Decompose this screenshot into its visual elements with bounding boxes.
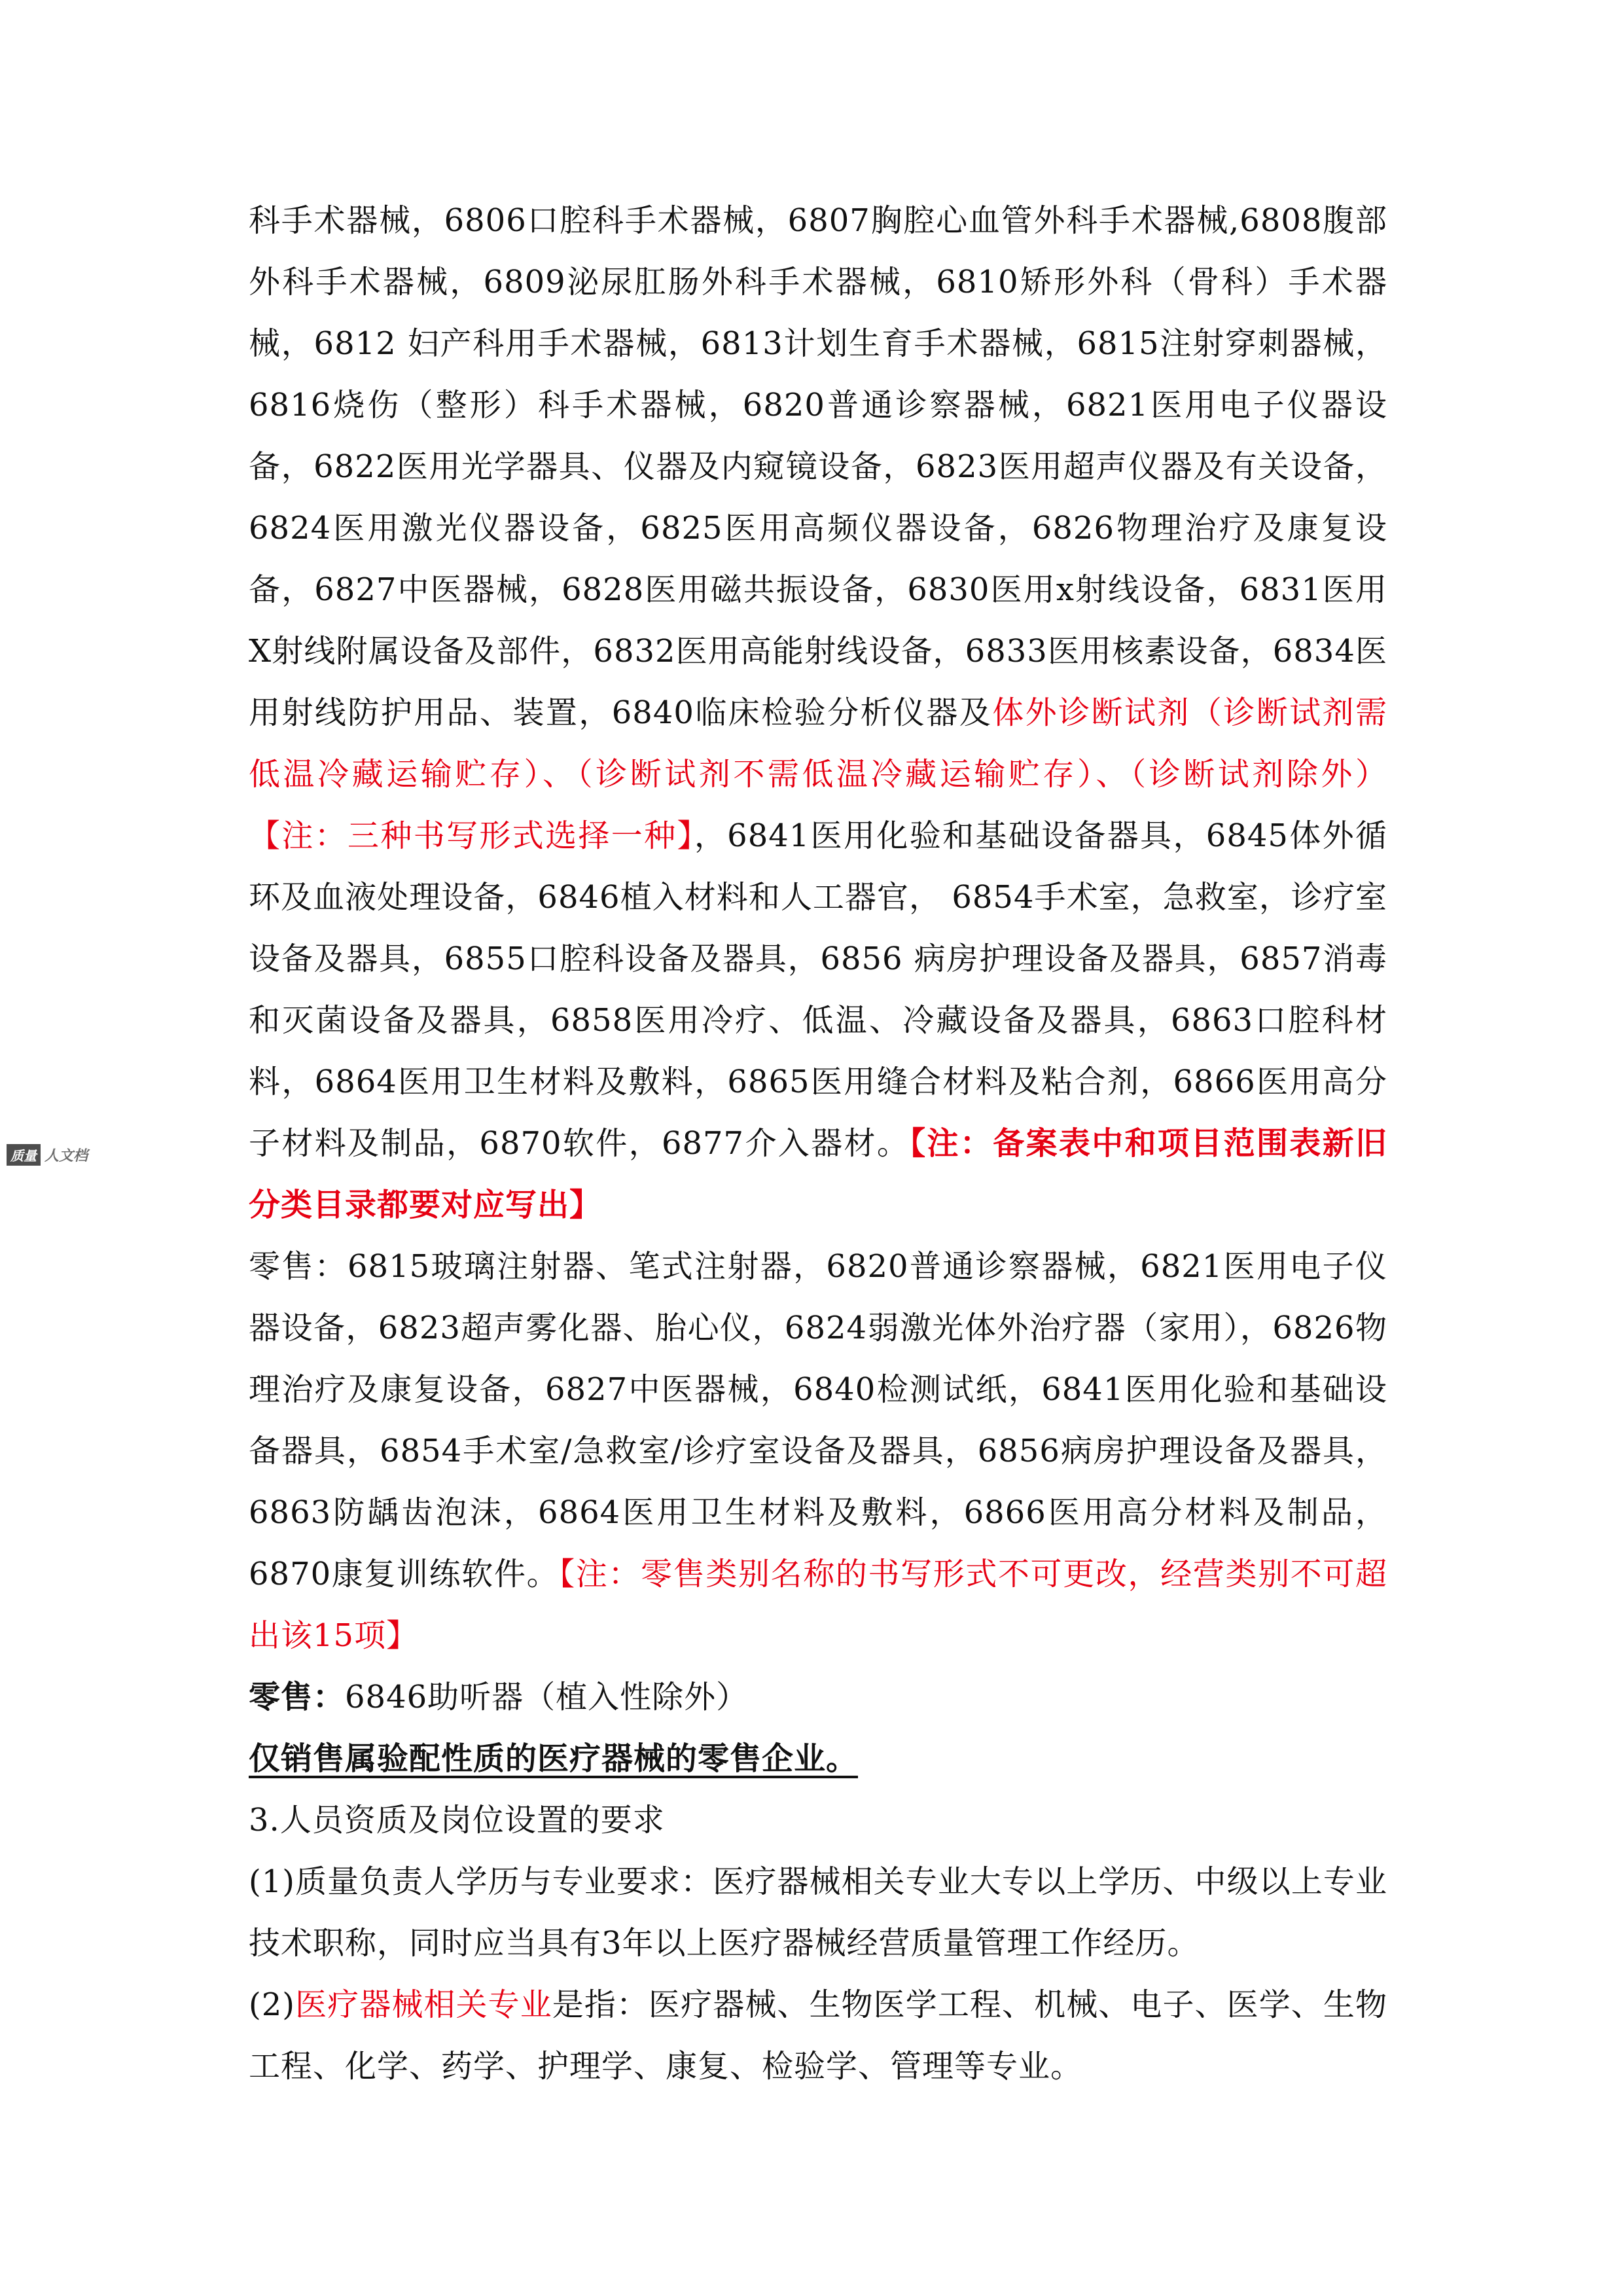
note-choose-one: 【注：三种书写形式选择一种】: [249, 817, 694, 854]
note-retail-format: 【注：零售类别名称的书写形式不可更改，经营类别不可超出该15项】: [249, 1556, 1387, 1654]
text: 是指：医疗器械、生物医学工程、机械、电子、医学、生物工程、化学、药学、护理学、康复、检验学、管理等专业。: [249, 1986, 1387, 2085]
text: 6846助听器（植入性除外）: [345, 1679, 749, 1715]
paragraph-wholesale-categories: [249, 190, 1387, 1236]
text: (2): [249, 1986, 295, 2023]
highlight-reagent-options: 体外诊断试剂（诊断试剂需低温冷藏运输贮存）、（诊断试剂不需低温冷藏运输贮存）、（诊断试剂除外）: [249, 694, 1387, 793]
paragraph-retail-categories: [249, 1236, 1387, 1666]
paragraph-retail-hearing-aid: [249, 1666, 1387, 1728]
label-retail: 零售：: [249, 1679, 346, 1715]
text: ，6841医用化验和基础设备器具，6845体外循环及血液处理设备，6846植入材料和人工器官， 6854手术室，急救室，诊疗室设备及器具，6855口腔科设备及器具，6856 病房护理设备及器具，6857消毒和灭菌设备及器具，6858医用冷疗、低温、冷藏设备及器具，6863口腔科材料，6864医用卫生材料及敷料，6865医用缝合材料及粘合剂，6866医用高分子材料及制品，6870软件，6877介入器材。: [249, 817, 1387, 1162]
text: 科手术器械，6806口腔科手术器械，6807胸腔心血管外科手术器械,6808腹部外科手术器械，6809泌尿肛肠外科手术器械，6810矫形外科（骨科）手术器械，6812 妇产科用手术器械，6813计划生育手术器械，6815注射穿刺器械，6816烧伤（整形）科手术器械，6820普通诊察器械，6821医用电子仪器设备，6822医用光学器具、仪器及内窥镜设备，6823医用超声仪器及有关设备，6824医用激光仪器设备，6825医用高频仪器设备，6826物理治疗及康复设备，6827中医器械，6828医用磁共振设备，6830医用x射线设备，6831医用X射线附属设备及部件，6832医用高能射线设备，6833医用核素设备，6834医用射线防护用品、装置，6840临床检验分析仪器及: [249, 202, 1387, 731]
underlined-statement: 仅销售属验配性质的医疗器械的零售企业。: [249, 1740, 859, 1777]
section-heading-personnel: 3.人员资质及岗位设置的要求: [249, 1802, 665, 1839]
watermark-logo: 质量: [7, 1144, 41, 1166]
text: 零售：6815玻璃注射器、笔式注射器，6820普通诊察器械，6821医用电子仪器设备，6823超声雾化器、胎心仪，6824弱激光体外治疗器（家用），6826物理治疗及康复设备，6827中医器械，6840检测试纸，6841医用化验和基础设备器具，6854手术室/急救室/诊疗室设备及器具，6856病房护理设备及器具，6863防龋齿泡沫，6864医用卫生材料及敷料，6866医用高分材料及制品，6870康复训练软件。: [249, 1248, 1387, 1592]
paragraph-related-majors: [249, 1974, 1387, 2097]
highlight-related-majors: 医疗器械相关专业: [295, 1986, 552, 2023]
watermark: [7, 1141, 88, 1168]
paragraph-fitting-retail: [249, 1728, 1387, 1789]
note-old-new-catalog: 【注：备案表中和项目范围表新旧分类目录都要对应写出】: [249, 1125, 1387, 1223]
watermark-text: 人文档: [45, 1147, 88, 1164]
paragraph-quality-manager: (1)质量负责人学历与专业要求：医疗器械相关专业大专以上学历、中级以上专业技术职称，同时应当具有3年以上医疗器械经营质量管理工作经历。: [249, 1863, 1387, 1962]
document-body: [249, 190, 1387, 2097]
